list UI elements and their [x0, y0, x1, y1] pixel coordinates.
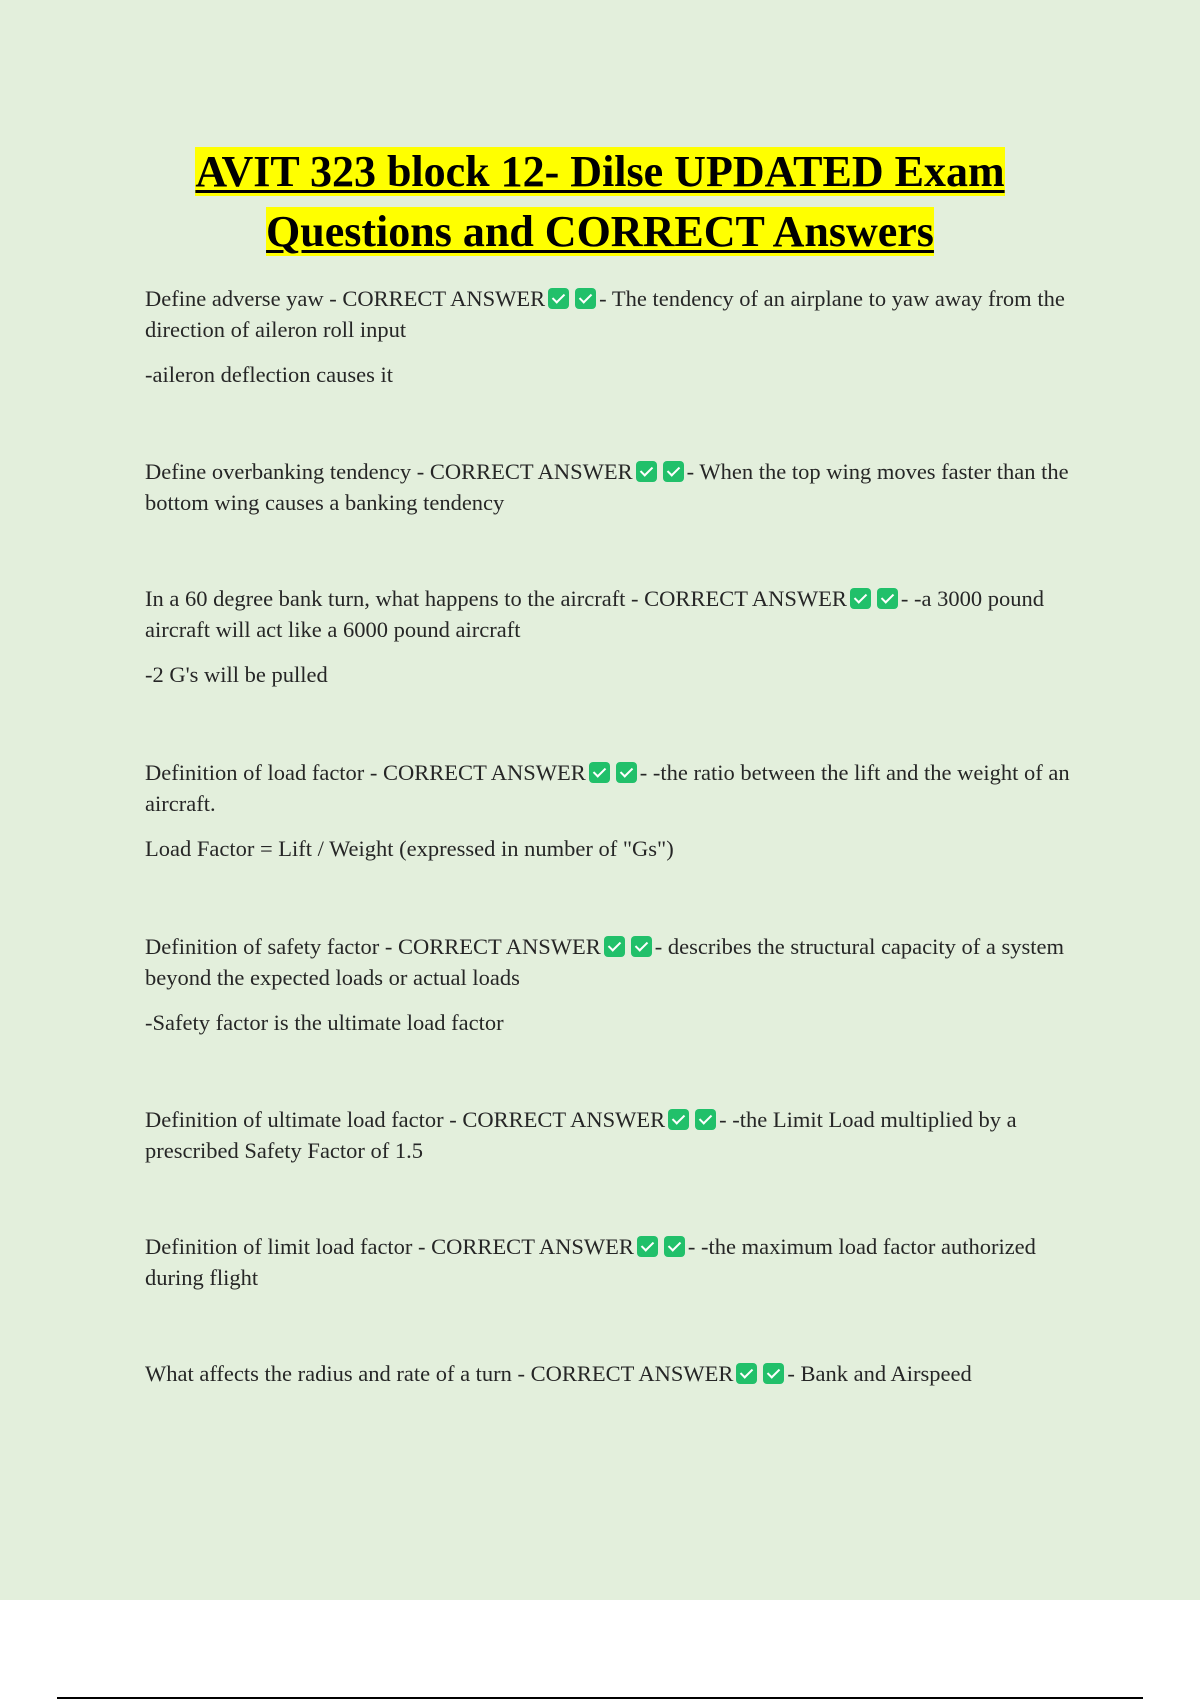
check-mark-icon: [668, 1109, 689, 1130]
question-text: Definition of limit load factor - CORRECT ANSWER: [145, 1234, 634, 1259]
check-mark-icon: [663, 461, 684, 482]
qa-item-limit-load-factor: [145, 1231, 1080, 1293]
title-line-2: Questions and CORRECT Answers: [266, 207, 934, 256]
qa-item-60-degree-bank-turn: [145, 583, 1080, 690]
check-mark-icon: [589, 762, 610, 783]
check-mark-icon: [850, 588, 871, 609]
answer-text: - -the ratio between the lift and the weight of an aircraft.: [145, 760, 1070, 816]
qa-item-ultimate-load-factor: [145, 1104, 1080, 1166]
check-mark-icon: [695, 1109, 716, 1130]
check-mark-icon: [763, 1363, 784, 1384]
title-line-1: AVIT 323 block 12- Dilse UPDATED Exam: [195, 147, 1005, 196]
answer-text: - -a 3000 pound aircraft will act like a 6000 pound aircraft: [145, 586, 1045, 642]
answer-note: -Safety factor is the ultimate load factor: [145, 1010, 504, 1035]
qa-item-safety-factor: [145, 931, 1080, 1038]
qa-item-radius-and-rate-of-turn: [145, 1358, 1080, 1389]
document-title: [100, 142, 1100, 262]
check-mark-icon: [877, 588, 898, 609]
check-mark-icon: [637, 1236, 658, 1257]
answer-text: - -the maximum load factor authorized during flight: [145, 1234, 1036, 1290]
check-mark-icon: [548, 288, 569, 309]
check-mark-icon: [604, 936, 625, 957]
question-text: Define overbanking tendency - CORRECT ANSWER: [145, 459, 633, 484]
answer-note: -2 G's will be pulled: [145, 662, 328, 687]
check-mark-icon: [664, 1236, 685, 1257]
answer-text: - Bank and Airspeed: [787, 1361, 972, 1386]
check-mark-icon: [575, 288, 596, 309]
qa-item-adverse-yaw: [145, 283, 1080, 390]
question-text: What affects the radius and rate of a turn - CORRECT ANSWER: [145, 1361, 734, 1386]
answer-text: - When the top wing moves faster than the bottom wing causes a banking tendency: [145, 459, 1069, 515]
question-text: Define adverse yaw - CORRECT ANSWER: [145, 286, 546, 311]
qa-item-overbanking-tendency: [145, 456, 1080, 518]
answer-text: - The tendency of an airplane to yaw away from the direction of aileron roll input: [145, 286, 1065, 342]
qa-item-load-factor: [145, 757, 1080, 864]
check-mark-icon: [631, 936, 652, 957]
question-text: In a 60 degree bank turn, what happens to the aircraft - CORRECT ANSWER: [145, 586, 847, 611]
check-mark-icon: [616, 762, 637, 783]
answer-note: -aileron deflection causes it: [145, 362, 394, 387]
answer-text: - -the Limit Load multiplied by a prescribed Safety Factor of 1.5: [145, 1107, 1017, 1163]
question-text: Definition of safety factor - CORRECT ANSWER: [145, 934, 601, 959]
answer-text: - describes the structural capacity of a system beyond the expected loads or actual loads: [145, 934, 1064, 990]
answer-note: Load Factor = Lift / Weight (expressed in number of "Gs"): [145, 836, 674, 861]
check-mark-icon: [736, 1363, 757, 1384]
check-mark-icon: [636, 461, 657, 482]
page-divider: [57, 1697, 1143, 1699]
question-text: Definition of ultimate load factor - CORRECT ANSWER: [145, 1107, 666, 1132]
question-text: Definition of load factor - CORRECT ANSWER: [145, 760, 586, 785]
